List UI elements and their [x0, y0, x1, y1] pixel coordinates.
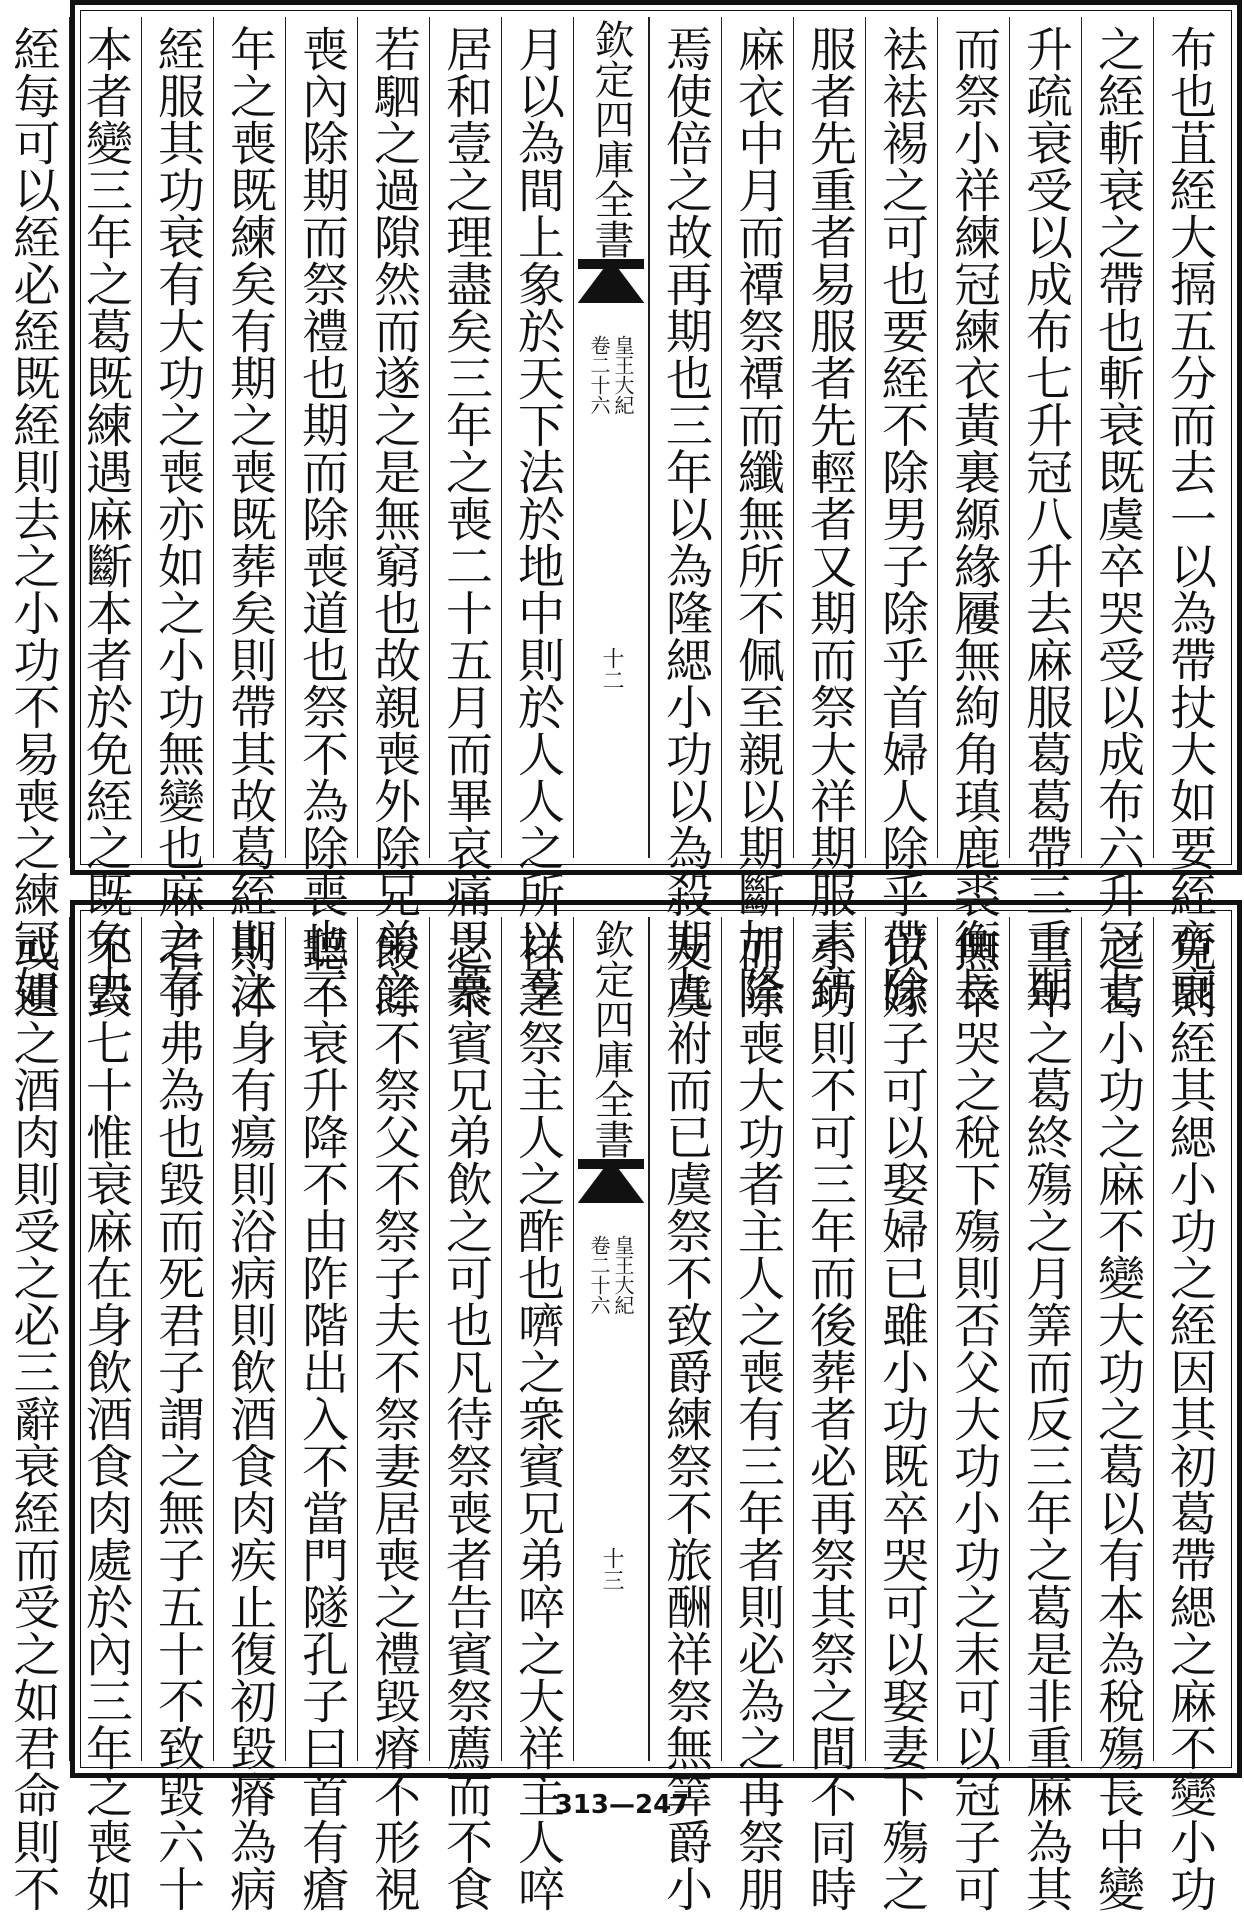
center-fold-column	[573, 917, 649, 1761]
column-text: 無卒哭之稅下殤則否父大功小功之末可以冠子可	[946, 925, 1001, 1912]
folio-number: 十三	[599, 1547, 624, 1591]
column-text: 升疏衰受以成布七升冠八升去麻服葛葛帶三重期	[1018, 25, 1073, 1012]
text-column	[213, 917, 285, 1912]
book-title: 皇王大紀	[611, 335, 635, 415]
text-column	[429, 917, 501, 1912]
volume-label: 卷二十六	[587, 335, 611, 415]
page-number: 313—247	[554, 1790, 690, 1820]
text-column	[649, 17, 721, 1012]
column-text: 君子弗為也毀而死君子謂之無子五十不致毀六十	[150, 925, 205, 1912]
text-column	[501, 917, 573, 1912]
column-text: 若駟之過隙然而遂之是無窮也故親喪外除兄弟之	[366, 25, 421, 1012]
column-text: 絰每可以絰必絰既絰則去之小功不易喪之練冠如	[5, 25, 61, 1012]
column-text: 祥之祭主人之酢也嚌之衆賓兄弟啐之大祥主人啐	[510, 925, 565, 1912]
text-column	[69, 917, 141, 1912]
text-column	[141, 17, 213, 1012]
book-info	[589, 1235, 633, 1315]
column-text: 喪內除期而祭禮也期而除喪道也祭不為除喪也三	[294, 25, 349, 1012]
column-text: 友虞祔而已虞祭不致爵練祭不旅酬祥祭無筭爵小	[658, 925, 713, 1912]
column-text: 小功則不可三年而後葬者必再祭其祭之間不同時	[802, 925, 857, 1912]
text-column	[285, 917, 357, 1912]
collection-header: 欽定四庫全書	[588, 19, 634, 259]
fish-tail-mark-icon	[578, 259, 644, 303]
column-text: 之衆賓兄弟飲之可也凡待祭喪者告賓祭薦而不食	[438, 925, 493, 1912]
column-text: 麻衣中月而禫祭禫而纖無所不佩至親以期斷加隆	[730, 25, 785, 1012]
text-column	[501, 17, 573, 1012]
column-text: 以嫁子可以娶婦已雖小功既卒哭可以娶妻下殤之	[874, 925, 929, 1912]
volume-label: 卷二十六	[587, 1235, 611, 1315]
text-column	[937, 17, 1009, 1012]
text-column	[793, 917, 865, 1912]
text-column	[649, 917, 721, 1912]
text-column	[141, 917, 213, 1912]
fish-tail-mark-icon	[578, 1159, 644, 1203]
collection-header: 欽定四庫全書	[588, 919, 634, 1159]
column-text: 或遺之酒肉則受之必三辭衰絰而受之如君命則不	[5, 925, 61, 1912]
text-column	[721, 17, 793, 1012]
text-column	[213, 17, 285, 1012]
column-text: 布也苴絰大搹五分而去一以為帶扙大如要絰齊衰	[1162, 25, 1217, 1012]
text-column	[1081, 17, 1153, 1012]
upper-column-grid	[5, 17, 1225, 1012]
column-text: 之絰斬衰之帶也斬衰既虞卒哭受以成布六升冠七	[1090, 25, 1145, 1012]
text-column	[357, 917, 429, 1912]
book-title: 皇王大紀	[611, 1235, 635, 1315]
book-info	[589, 335, 633, 415]
column-text: 而除喪大功者主人之喪有三年者則必為之再祭朋	[730, 925, 785, 1912]
column-text: 聽不衰升降不由阼階出入不當門隧孔子曰首有瘡	[294, 925, 349, 1912]
text-column	[1009, 917, 1081, 1912]
column-text: 不毀七十惟衰麻在身飲酒食肉處於內三年之喪如	[78, 925, 133, 1912]
text-column	[285, 17, 357, 1012]
upper-half-page	[5, 0, 1242, 1012]
text-column	[429, 17, 501, 1012]
text-column	[865, 17, 937, 1012]
folio-number: 十二	[599, 647, 624, 691]
column-text: 之葛小功之麻不變大功之葛以有本為稅殤長中變	[1090, 925, 1145, 1912]
text-column	[937, 917, 1009, 1912]
column-text: 本者變三年之葛既練遇麻斷本者於免絰之既免去	[78, 25, 133, 1012]
column-text: 居和壹之理盡矣三年之喪二十五月而畢哀痛思慕	[438, 25, 493, 1012]
column-text: 三年之葛終殤之月筭而反三年之葛是非重麻為其	[1018, 925, 1073, 1912]
text-column	[721, 917, 793, 1912]
column-text: 而祭小祥練冠練衣黃裏縓緣屨無絇角瑱鹿裘衡長	[946, 25, 1001, 1012]
column-text: 年之喪既練矣有期之喪既葬矣則帶其故葛絰期之	[222, 25, 277, 1012]
text-column	[1153, 17, 1225, 1012]
column-text: 焉使倍之故再期也三年以為隆緦小功以為殺期九	[658, 25, 713, 1012]
text-column	[0, 917, 69, 1912]
text-column	[69, 17, 141, 1012]
column-text: 絰服其功衰有大功之喪亦如之小功無變也麻之有	[150, 25, 205, 1012]
column-text: 則沐身有瘍則浴病則飲酒食肉疾止復初毀瘠為病	[222, 925, 277, 1912]
column-text: 餕餘不祭父不祭子夫不祭妻居喪之禮毀瘠不形視	[366, 925, 421, 1912]
column-text: 袪袪裼之可也要絰不除男子除乎首婦人除乎帶除	[874, 25, 929, 1012]
text-column	[865, 917, 937, 1912]
text-column	[357, 17, 429, 1012]
text-column	[1009, 17, 1081, 1012]
text-column	[1153, 917, 1225, 1912]
column-text: 免則絰其緦小功之絰因其初葛帶緦之麻不變小功	[1162, 925, 1217, 1912]
text-column	[793, 17, 865, 1012]
text-column	[0, 17, 69, 1012]
column-text: 服者先重者易服者先輕者又期而祭大祥期服素縞	[802, 25, 857, 1012]
column-text: 月以為間上象於天下法於地中則於人人之所以羣	[510, 25, 565, 1012]
center-fold-column	[573, 17, 649, 858]
text-column	[1081, 917, 1153, 1912]
